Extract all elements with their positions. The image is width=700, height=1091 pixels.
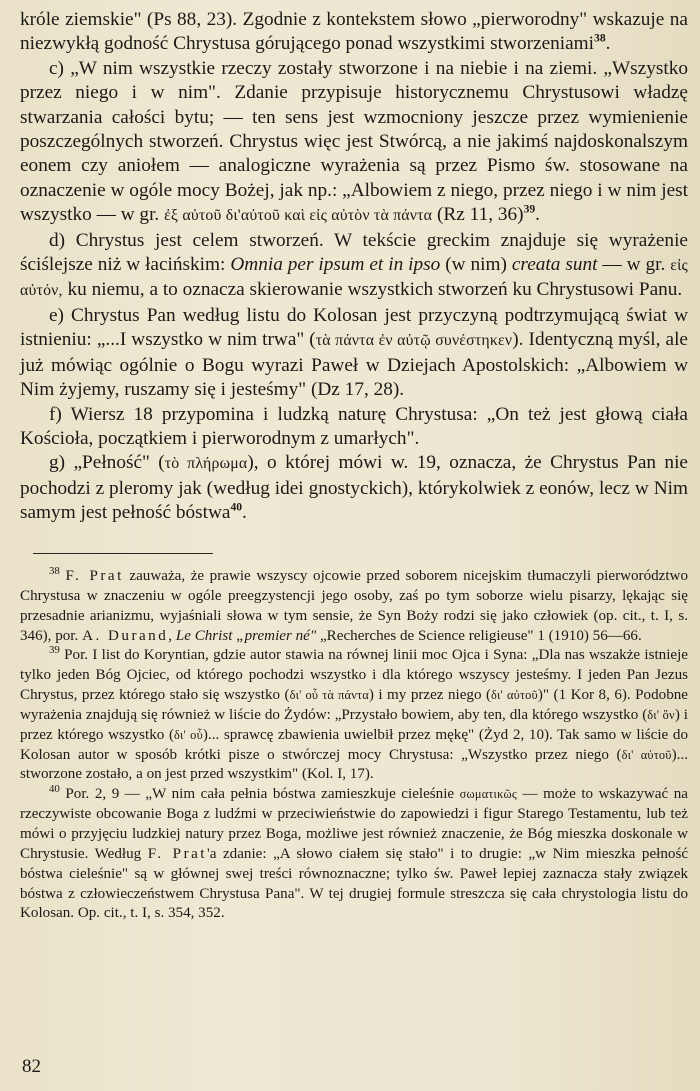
- paragraph-d: d) Chrystus jest celem stworzeń. W tekście greckim znajduje się wyrażenie ściślejsze niż w łacińskim: Omnia per ipsum et in ipso (w nim) creata sunt — w gr. εἰς αὐτόν, ku niemu, a to oznacza skierowanie wszystkich stworzeń ku Chrystusowi Panu.: [20, 229, 688, 301]
- page-number: 82: [22, 1056, 41, 1077]
- footnote-ref-38: 38: [594, 31, 606, 45]
- greek-phrase: ἐξ αὐτοῦ δι'αὐτοῦ καὶ εἰς αὐτὸν τὰ πάντα: [164, 207, 433, 225]
- paragraph-f: f) Wiersz 18 przypomina i ludzką naturę Chrystusa: „On też jest głową ciała Kościoła, początkiem i pierworodnym z umarłych".: [20, 403, 688, 449]
- author-name: F. Prat: [65, 568, 124, 584]
- footnote-number: 39: [49, 644, 60, 657]
- greek-phrase: τὸ πλήρωμα: [164, 455, 248, 473]
- footnote-39: $^{39}$ Por. I list do Koryntian, gdzie autor stawia na równej linii moc Ojca i Syna: „Dla nas wszakże istnieje tylko jeden Bóg Ojciec, od którego pochodzi wszystko i dla którego wszyscy jesteśmy. I jeden Pan Jezus Chrystus, przez którego stało się wszystko (δι' οὗ τὰ πάντα) i my przez niego (δι' αὐτοῦ)" (1 Kor 8, 6). Podobne wyrażenia znajdują się również w liście do Żydów: „Przystało bowiem, aby ten, dla którego wszystko (δι' ὅν) i przez którego wszystko (δι' οὗ)... sprawcę zbawienia uwielbił przez mękę" (Żyd 2, 10). Tak samo w liście do Kolosan autor w sposób krótki pisze o stwórczej mocy Chrystusa: „Wszystko przez niego (δι' αὐτοῦ)... stworzone zostało, a on jest przed wszystkim" (Kol. I, 17).: [20, 644, 688, 783]
- footnote-38: $^{38}$ F. Prat zauważa, że prawie wszyscy ojcowie przed soborem nicejskim tłumaczyli pierworództwo Chrystusa w znaczeniu w ogóle preegzystencji jego osoby, zaś po tym soborze wielu pisarzy, lękając się przesadnie arianizmu, wyjaśniali słowa w tym sensie, że Syn Boży rodzi się jako człowiek (op. cit., t. I, s. 346), por. A. Durand, Le Christ „premier né" „Recherches de Science religieuse" 1 (1910) 56—66.: [20, 564, 689, 644]
- footnote-ref-40: 40: [230, 500, 243, 514]
- paragraph-g: g) „Pełność" (τὸ πλήρωμα), o której mówi w. 19, oznacza, że Chrystus Pan nie pochodzi z pleromy jak (według idei gnostyckich), którykolwiek z eonów, lecz w Nim samym jest pełność bóstwa$^{40}$.: [20, 452, 688, 524]
- greek-phrase: εἰς αὐτόν,: [20, 257, 688, 300]
- paragraph-c: c) „W nim wszystkie rzeczy zostały stworzone i na niebie i na ziemi. „Wszystko przez niego i w nim". Zdanie przypisuje historycznemu Chrystusowi władzę stwarzania całości bytu; — ten sens jest wzmocniony jeszcze przez wymienienie poszczególnych stworzeń. Chrystus więc jest Stwórcą, a nie jakimś najdoskonalszym eonem czy aniołem — analogiczne wyrażenia są przez Pismo św. stosowane na oznaczenie w ogóle mocy Bożej, jak np.: „Albowiem z niego, przez niego i w nim jest wszystko — w gr. ἐξ αὐτοῦ δι'αὐτοῦ καὶ εἰς αὐτὸν τὰ πάντα (Rz 11, 36)$^{39}$.: [20, 57, 688, 226]
- greek-phrase: τὰ πάντα ἐν αὐτῷ συνέστηκεν: [315, 332, 513, 350]
- footnote-divider: [33, 553, 213, 554]
- footnote-number: 38: [49, 564, 60, 577]
- work-title: Le Christ „premier né": [175, 627, 317, 644]
- main-text: [20, 8, 688, 526]
- footnote-number: 40: [49, 783, 60, 796]
- paragraph-b-end: króle ziemskie" (Ps 88, 23). Zgodnie z kontekstem słowo „pierworodny" wskazuje na niezwykłą godność Chrystusa górującego ponad wszystkimi stworzeniami$^{38}$.: [20, 9, 688, 55]
- latin-phrase: Omnia per ipsum et in ipso: [230, 254, 441, 276]
- author-name: F. Prat: [147, 845, 208, 862]
- footnote-40: $^{40}$ Por. 2, 9 — „W nim cała pełnia bóstwa zamieszkuje cieleśnie σωματικῶς — może to wskazywać na rzeczywiste obcowanie Boga z ludźmi w przeciwieństwie do zapowiedzi i figur Starego Testamentu, lub też mówi o przyjęciu ludzkiej natury przez Boga, możliwe jest również znaczenie, że Bóg mieszka doskonale w Chrystusie. Według F. Prat'a zdanie: „A słowo ciałem się stało" i to drugie: „w Nim mieszka pełność bóstwa cieleśnie" są w głównej swej treści równoznaczne; tylko św. Paweł lepiej zaznacza stały związek bóstwa z człowieczeństwem Chrystusa Pana". W tej drugiej formule streszcza się cała chrystologia listu do Kolosan. Op. cit., t. I, s. 354, 352.: [20, 783, 689, 922]
- latin-phrase-2: creata sunt: [511, 254, 598, 276]
- paragraph-e: e) Chrystus Pan według listu do Kolosan jest przyczyną podtrzymującą świat w istnieniu: „...I wszystko w nim trwa" (τὰ πάντα ἐν αὐτῷ συνέστηκεν). Identyczną myśl, ale już mówiąc ogólnie o Bogu wyrazi Paweł w Dziejach Apostolskich: „Albowiem w Nim żyjemy, ruszamy się i jesteśmy" (Dz 17, 28).: [20, 304, 688, 401]
- footnotes: [20, 564, 689, 924]
- author-name: A. Durand: [82, 627, 169, 644]
- footnote-ref-39: 39: [523, 202, 536, 216]
